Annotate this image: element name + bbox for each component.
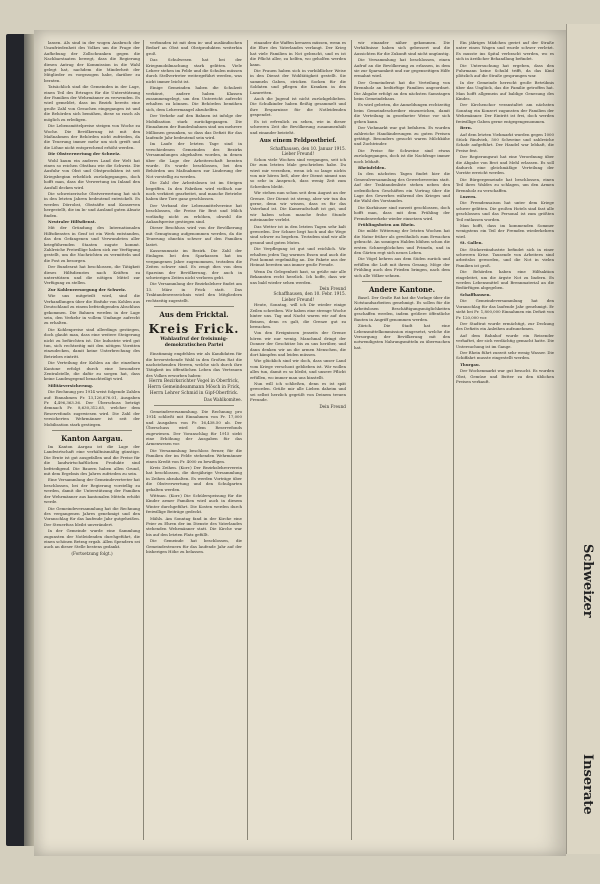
paragraph: Einige Gemeinden haben die Schulzeit verkürzt, andere haben Klassen zusammengelegt, um den Unterricht aufrecht erhalten zu können. Die Behörden bemühen sich, dem Lehrermangel abzuhelfen. [146, 85, 242, 112]
section-heading-inline: Die Obstverwertung der Schweiz. [48, 151, 121, 157]
paragraph: Die Gemeindeversammlung hat die Rechnung des vergangenen Jahres genehmigt und den Voranschlag für das laufende Jahr gutgeheißen. Der Steuerfuss bleibt unverändert. [44, 505, 140, 527]
paragraph: Wohl kaum ein anderes Land der Welt hat einen so reichen Obstbau wie die Schweiz. Die Ausfuhr von Obst und Obstprodukten ist seit Kriegsbeginn erheblich zurückgegangen, doch hofft man, dass die Verwertung im Inland den Ausfall decken wird. [44, 157, 140, 190]
section-heading-inline: Zur Kohlenversorgung der Schweiz. [48, 286, 127, 292]
paragraph: Wie glücklich sind wir doch, dass unser Land vom Kriege verschont geblieben ist. Wir wollen alles tun, damit es so bleibt, und unsere Pflicht erfüllen, wo immer man uns hinstellt. [250, 358, 346, 380]
section-heading: Kanton Aargau. [61, 434, 123, 444]
paragraph: Gemeindeversammlung. Die Rechnung pro 1914 schließt mit Einnahmen von Fr. 17,000 und Ausgaben von Fr. 16,438.50 ab. Der Überschuss wird dem Reservefonds zugewiesen. Der Voranschlag für 1915 sieht eine Erhöhung der Ausgaben für das Armenwesen vor. [146, 408, 242, 447]
paragraph: Der Verband der Lebensmittelvereine hat beschlossen, die Preise für Brot und Milch vorläufig nicht zu erhöhen, obwohl die Ankaufspreise gestiegen sind. [146, 202, 242, 224]
paragraph: Der Rhein führt zurzeit sehr wenig Wasser. Die Schiffahrt musste eingestellt werden. [456, 349, 554, 361]
paragraph: Die Gemeinde hat beschlossen, die Gemeindesteuern für das laufende Jahr auf der bisherigen Höhe zu belassen. [146, 538, 242, 555]
paragraph: Wenn Du Gelegenheit hast, so grüße mir alle Bekannten recht herzlich. Ich hoffe, dass wir uns bald wieder sehen werden. [250, 268, 346, 285]
section-heading-inline: St. Gallen. [460, 240, 483, 246]
paragraph: Die Frauen haben sich in vorbildlicher Weise in den Dienst der Wohltätigkeit gestellt. Sie sammeln Gaben, stricken Socken für die Soldaten und pflegen die Kranken in den Lazaretten. [250, 68, 346, 95]
greeting: Lieber Freund! [281, 151, 315, 157]
section-heading-inline: Luzern. [460, 193, 477, 199]
paragraph: Die Zahl der Arbeitslosen ist im Steigen begriffen. In den Fabriken wird vielfach nur noch verkürzt gearbeitet, und manche Betriebe haben ihre Tore ganz geschlossen. [146, 180, 242, 202]
section-heading: Aus dem Fricktal. [159, 310, 229, 320]
paragraph: Auf dem Bahnhof wurde ein Reisender verhaftet, der sich verdächtig gemacht hatte. Die Untersuchung ist im Gange. [456, 332, 554, 349]
continued-note: (Fortsetzung folgt.) [71, 550, 113, 556]
paragraph: Die Lebensmittelpreise steigen von Woche zu Woche. Die Bevölkerung ist mit den Maßnahmen der Behörden nicht zufrieden, da die Teuerung immer mehr um sich greift und die Löhne nicht entsprechend erhöht werden. [44, 123, 140, 150]
paragraph: Die Untersuchung hat ergeben, dass den Fuhrmann keine Schuld trifft, da das Kind plötzlich auf die Straße gesprungen war. [456, 62, 554, 79]
paragraph: Die Versammlung hat beschlossen, einen Aufruf an die Bevölkerung zu erlassen, in dem sie zur Sparsamkeit und zur gegenseitigen Hilfe ermahnt wird. [354, 57, 450, 79]
signature: Dein Freund [319, 286, 346, 292]
column-rule [453, 40, 454, 840]
paragraph: Schon viele Wochen sind vergangen, seit ich Dir zum letzten Male geschrieben habe. Du wirst mir verzeihen, wenn ich so lange nichts von mir hören ließ, aber der Dienst nimmt uns so sehr in Anspruch, dass wenig Zeit zum Schreiben bleibt. [250, 156, 346, 189]
section-divider [154, 405, 234, 406]
column-5 [456, 40, 554, 385]
paragraph: Es wird gebeten, die Anmeldungen rechtzeitig beim Gemeindeschreiber einzureichen, damit die Verteilung in geordneter Weise vor sich gehen kann. [354, 102, 450, 124]
section-title-large: Kreis Frick. [148, 322, 240, 337]
paragraph: Auf dem letzten Viehmarkt wurden gegen 1000 Stück Rindvieh, 500 Schweine und zahlreiche Schafe aufgeführt. Der Handel war lebhaft, die Preise fest. [456, 131, 554, 153]
paragraph: Der Regierungsrat hat eine Verordnung über die Abgabe von Brot und Mehl erlassen. Es soll dadurch eine gleichmäßige Verteilung der Vorräte erreicht werden. [456, 154, 554, 176]
paragraph: Das Wetter ist in den letzten Tagen sehr kalt geworden. Der Schnee liegt hoch und die Wege sind schwer zu begehen. Trotzdem sind wir alle gesund und guten Mutes. [250, 223, 346, 245]
paragraph: Der Stadtrat wurde ermächtigt, zur Deckung des Defizits ein Anleihen aufzunehmen. [456, 320, 554, 332]
section-heading-inline: Neutraler Hilfsdienst. [48, 219, 96, 224]
paragraph: Der Verkehr auf den Bahnen ist infolge der Mobilisation stark zurückgegangen. Die Einnahmen der Bundesbahnen sind um mehrere Millionen gesunken, so dass das Defizit für das laufende Jahr bedeutend sein wird. [146, 113, 242, 140]
section-heading-inline: Frühlingsboten am Rhein. [358, 222, 416, 227]
paragraph: In der Gemeinde herrscht große Betrübnis über das Unglück, das die Familie getroffen hat. Man hofft allgemein auf baldige Genesung des Kindes. [456, 79, 554, 102]
section-heading-inline: Schaffhausen. [460, 291, 491, 297]
paragraph: lassen. Als sind in der wogen Ausbruch der Unzufriedenheit des Volkes um die Frage der Aufhebung der Zollschranken gegen die Nachbarstaaten bewegt, dass die Regierung diesen Antrag der Kommission in die Wahl gelegt hat, nachdem die Minderheit der Mitglieder es vorgezogen habe, darüber zu beraten. [44, 40, 140, 83]
paragraph: Man hofft, dass im kommenden Sommer wenigstens ein Teil der Fremden wiederkehren wird. [456, 223, 554, 239]
paragraph: Der Wochenmarkt war gut besucht. Es wurden Obst, Gemüse und Butter zu den üblichen Preisen verkauft. [456, 368, 554, 384]
column-3 [250, 40, 346, 409]
column-2 [146, 40, 242, 555]
section-heading-inline: Militärversicherung. [48, 382, 94, 388]
paragraph: Das Schulwesen hat bei der Kriegsmobilmachung stark gelitten. Viele Lehrer stehen im Felde und die Schulen müssen durch Stellvertreter weitergeführt werden, was nicht immer leicht ist. [146, 57, 242, 84]
candidate-item: Herrn Bezirksrichter Vogel in Oberfrick, [148, 379, 240, 385]
paragraph: Kassenumsatz im Bezirk. Die Zahl der Einlagen bei den Sparkassen hat im vergangenen Jahre zugenommen, trotzdem die Zeiten schwer sind. Es zeugt dies von dem Sparsinn der Bevölkerung, der auch in schwierigen Zeiten nicht verloren geht. [146, 248, 242, 281]
paragraph: Einstimmig empfehlen wir als Kandidaten für die bevorstehende Wahl in den Großen Rat die nachstehenden Herren, welche sich durch ihre Tätigkeit im öffentlichen Leben das Vertrauen des Volkes erworben haben: [146, 351, 242, 378]
paragraph: Ein jähriges Mädchen geriet auf der Straße unter einen Wagen und wurde schwer verletzt. Es musste ins Spital verbracht werden, wo es sich in ärztlicher Behandlung befindet. [456, 40, 554, 62]
paragraph: Die milde Witterung der letzten Wochen hat die Natur früher als gewöhnlich zum Erwachen gebracht. An sonnigen Halden blühen schon die ersten Schneeglöckchen und Primeln, und in den Gärten regt sich neues Leben. [354, 228, 450, 256]
paragraph: Nun will ich schließen, denn es ist spät geworden. Grüße mir alle Lieben daheim und sei selbst herzlich gegrüßt von Deinem treuen Freunde. [250, 380, 346, 403]
paragraph: Die Versammlung beschloss ferner, für die Familien der im Felde stehenden Wehrmänner einen Kredit von Fr. 4000 zu bewilligen. [146, 447, 242, 464]
paragraph: Eine Versammlung der Gemeindevertreter hat beschlossen, bei der Regierung vorstellig zu werden, damit die Unterstützung der Familien der Wehrmänner aus kantonalen Mitteln erhöht werde. [44, 477, 140, 505]
paragraph: Die Verpflegung ist gut und reichlich. Wir erhalten jeden Tag warmes Essen und auch die Post kommt regelmäßig an. Die Pakete aus der Heimat bereiten uns immer große Freude. [250, 246, 346, 268]
adjacent-page-subheading: Inserate [580, 754, 595, 815]
paragraph: Mit der Gründung des Internationalen Hilfsdienstes in Genf ist ein Werk entstanden, das den Gefangenen und Verwundeten aller kriegführenden Staaten zugute kommt. Zahlreiche Freiwillige haben sich zur Verfügung gestellt, um die Nachrichten zu vermitteln und die Post zu besorgen. [44, 225, 140, 263]
paragraph: Von den Ereignissen jenseits der Grenze hören wir nur wenig. Manchmal dringt der Donner der Geschütze bis zu uns herüber, und dann denken wir an die armen Menschen, die dort kämpfen und leiden müssen. [250, 330, 346, 357]
paragraph: Die Bürgergemeinde hat beschlossen, einen Teil ihres Waldes zu schlagen, um den Armen Brennholz zu verschaffen. [456, 176, 554, 193]
paragraph: Im Kanton Aargau ist die Lage der Landwirtschaft eine verhältnismäßig günstige. Die Ernte ist gut ausgefallen und die Preise für die landwirtschaftlichen Produkte sind befriedigend. Die Bauern haben allen Grund, mit dem Ergebnis des Jahres zufrieden zu sein. [44, 444, 140, 477]
paragraph: Basel. Der Große Rat hat die Vorlage über die Notstandsarbeiten genehmigt. Es sollen für die Arbeitslosen Beschäftigungsmöglichkeiten geschaffen werden, indem größere öffentliche Bauten in Angriff genommen werden. [354, 295, 450, 322]
paragraph: verbunden ist mit dem in- und ausländischen Bedarf an Obst und Obstprodukten weiterhin groß. [146, 40, 242, 56]
paragraph: Die Verteilung der Kohlen an die einzelnen Kantone erfolgt durch eine besondere Zentralstelle, die dafür zu sorgen hat, dass keine Landesgegend benachteiligt wird. [44, 360, 140, 382]
binding-edge [24, 34, 34, 846]
paragraph: Wir stehen nun schon seit dem August an der Grenze. Der Dienst ist streng, aber wir tun ihn gerne, denn wir wissen, dass es für das Vaterland ist. Die Kameradschaft ist gut, und wir haben schon manche frohe Stunde miteinander verlebt. [250, 190, 346, 223]
paragraph: Wittnau. (Korr.) Die Schülerspeisung für die Kinder armer Familien wird auch in diesem Winter durchgeführt. Die Kosten werden durch freiwillige Beiträge gedeckt. [146, 493, 242, 515]
column-rule [351, 40, 352, 840]
paragraph: Mähls. Am Sonntag fand in der Kirche eine Feier zu Ehren der im Dienste des Vaterlandes stehenden Wehrmänner statt. Die Kirche war bis auf den letzten Platz gefüllt. [146, 515, 242, 537]
adjacent-page-heading: Schweizer [580, 544, 595, 618]
column-rule [143, 40, 144, 840]
section-subtitle: Wahlaufruf der freisinnig-demokratischen Partei [160, 337, 228, 349]
paragraph: einander die Waffen kreuzen müssen, wenn es die Ehre des Vaterlandes verlangt. Der Krieg hat viele Familien in Not gebracht, und es ist die Pflicht aller, zu helfen, wo geholfen werden kann. [250, 40, 346, 67]
candidate-item: Herrn Lehrer Schmid in Gipf-Oberfrick. [149, 390, 239, 396]
paragraph: Die Preise für Schweine sind etwas zurückgegangen, doch ist die Nachfrage immer noch lebhaft. [354, 147, 450, 164]
paragraph: Kreis Zeihen. (Korr.) Der Bezirkslehrerverein hat beschlossen, die diesjährige Versammlung in Zeihen abzuhalten. Es werden Vorträge über die Obstverwertung und den Schulgarten gehalten werden. [146, 464, 242, 492]
paragraph: Die Fremdensaison hat unter dem Kriege schwer gelitten. Die großen Hotels sind fast alle geschlossen und das Personal ist zum größten Teil entlassen worden. [456, 200, 554, 222]
paragraph: Die Kurhäuser sind zurzeit geschlossen, doch hofft man, dass mit dem Frühling der Fremdenverkehr wieder einsetzen wird. [354, 204, 450, 221]
section-heading-inline: Bern. [460, 125, 472, 131]
column-4 [354, 40, 450, 351]
section-heading-inline: Rheinfelden. [358, 164, 386, 170]
column-rule [247, 40, 248, 840]
candidate-item: Herrn Gemeindeammann Mösch in Frick, [147, 384, 241, 390]
section-divider [52, 430, 132, 431]
paragraph: Es ist erfreulich zu sehen, wie in dieser schweren Zeit die Bevölkerung zusammenhält und einander beisteht. [250, 118, 346, 135]
paragraph: Die Kohlenpreise sind allerdings gestiegen, doch glaubt man, dass eine weitere Steigerung nicht zu befürchten ist. Die Industrie wird gut tun, sich rechtzeitig mit den nötigen Vorräten einzudecken, damit keine Unterbrechung des Betriebes eintritt. [44, 326, 140, 359]
paragraph: Die Behörden haben eine Hilfsaktion eingeleitet, um die ärgste Not zu lindern. Es werden Lebensmittel und Brennmaterial an die Bedürftigen abgegeben. [456, 269, 554, 291]
paragraph: Die Vögel kehren aus dem Süden zurück und erfüllen die Luft mit ihrem Gesang. Möge der Frühling auch den Frieden bringen, nach dem sich alle Völker sehnen. [354, 256, 450, 278]
paragraph: Der Bundesrat hat beschlossen, die Tätigkeit dieses Hilfsdienstes nach Kräften zu unterstützen und die nötigen Mittel zur Verfügung zu stellen. [44, 264, 140, 286]
paragraph: Die Gemeindeversammlung hat den Voranschlag für das laufende Jahr genehmigt. Er sieht bei Fr. 1,800,000 Einnahmen ein Defizit von Fr. 120,000 vor. [456, 298, 554, 320]
section-heading: Aus einem Feldpostbrief. [259, 137, 337, 144]
paragraph: Heute, Sonntag, will ich Dir wieder einige Zeilen schreiben. Wir haben eine strenge Woche hinter uns. Tag und Nacht waren wir auf den Beinen, denn es galt, die Grenze gut zu bewachen. [250, 302, 346, 329]
paragraph: Dieser Beschluss wird von der Bevölkerung mit Genugtuung aufgenommen werden, da die Teuerung ohnehin schwer auf den Familien lastet. [146, 225, 242, 247]
paragraph: Die Stickereiindustrie befindet sich in einer schweren Krise. Tausende von Arbeitern sind arbeitslos geworden, und die Not in vielen Familien ist groß. [456, 246, 554, 268]
section-divider [154, 306, 234, 307]
greeting: Lieber Freund! [281, 296, 315, 302]
paragraph: Die Rechnung pro 1914 weist folgende Zahlen auf: Einnahmen Fr. 13,126,676.01, Ausgaben Fr. 4,496,363.36. Der Überschuss beträgt demnach Fr. 8,630,312.65, welcher dem Reservefonds zugewiesen wird. Die Zahl der versicherten Wehrmänner ist seit der Mobilisation stark gestiegen. [44, 389, 140, 427]
paragraph: Im Laufe der letzten Tage sind in verschiedenen Gemeinden des Bezirks Versammlungen abgehalten worden, in denen über die Lage der Arbeiterschaft beraten wurde. Es wurde beschlossen, bei den Behörden um Maßnahmen zur Linderung der Not vorstellig zu werden. [146, 141, 242, 179]
book-binding [6, 34, 26, 846]
paragraph: Die schweizerische Obstverwertung hat sich in den letzten Jahren bedeutend entwickelt. Es werden Dörrobst, Obstsäfte und Konserven hergestellt, die im In- und Ausland guten Absatz finden. [44, 190, 140, 218]
section-heading: Andere Kantone. [368, 285, 436, 295]
paragraph: Die Versammlung der Bezirkslehrer findet am 13. März in Frick statt. Das Traktandenverzeichnis wird den Mitgliedern rechtzeitig zugestellt. [146, 281, 242, 303]
paragraph: In den nächsten Tagen findet hier die Generalversammlung des Gewerbevereins statt. Auf der Traktandenliste stehen neben den ordentlichen Geschäften ein Vortrag über die Lage des Gewerbes während des Krieges und die Wahl des Vorstandes. [354, 171, 450, 204]
signature: Das Wahlkomitee. [203, 396, 242, 402]
section-divider [362, 281, 442, 282]
paragraph: Der Gemeinderat hat die Verteilung von Brennholz an bedürftige Familien angeordnet. Die Abgabe erfolgt an den nächsten Samstagen beim Gemeindehaus. [354, 79, 450, 102]
paragraph: wir einander näher gekommen. Die Verhältnisse haben sich gebessert und die Aussichten für die Zukunft sind nicht ungünstig. [354, 40, 450, 56]
dateline: Schaffhausen, den 10. Januar 1915. [270, 145, 346, 151]
column-1 [44, 40, 140, 556]
dateline: Schaffhausen, den 10. Febr. 1915. [273, 291, 346, 297]
paragraph: Zürich. Die Stadt hat eine Lebensmittelkommission eingesetzt, welche die Versorgung der Bevölkerung mit den notwendigsten Nahrungsmitteln zu überwachen hat. [354, 323, 450, 350]
adjacent-page [566, 24, 600, 854]
paragraph: Der Kirchenchor veranstaltet am nächsten Sonntag ein Konzert zugunsten der Familien der Wehrmänner. Der Eintritt ist frei, doch werden freiwillige Gaben gerne entgegengenommen. [456, 102, 554, 124]
paragraph: Der Viehmarkt war gut befahren. Es wurden zahlreiche Handänderungen zu guten Preisen getätigt. Besonders gesucht waren Milchkühe und Zuchtrinder. [354, 125, 450, 147]
paragraph: Auch die Jugend ist nicht zurückgeblieben. Die Schulkinder haben fleißig gesammelt und ihre Ersparnisse für die Notleidenden gespendet. [250, 96, 346, 118]
paragraph: Tatsächlich sind die Gemeinden in der Lage, einen Teil des Ertrages für die Unterstützung der Familien der Wehrmänner zu verwenden. Es wird gemeldet, dass im Bezirk bereits eine große Zahl von Gesuchen eingegangen ist und die Behörden sich bemühen, diese so rasch als möglich zu erledigen. [44, 84, 140, 122]
section-heading-inline: Thurgau. [460, 361, 481, 367]
signature: Dein Freund [319, 403, 346, 409]
paragraph: In der Gemeinde wurde eine Sammlung zugunsten der Notleidenden durchgeführt, die einen schönen Betrag ergab. Allen Spendern sei auch an dieser Stelle bestens gedankt. [44, 528, 140, 550]
paragraph: Wie uns mitgeteilt wird, sind die Verhandlungen über die Einfuhr von Kohlen aus Deutschland zu einem befriedigenden Abschluss gekommen. Die Bahnen werden in der Lage sein, den Verkehr in vollem Umfange aufrecht zu erhalten. [44, 293, 140, 326]
